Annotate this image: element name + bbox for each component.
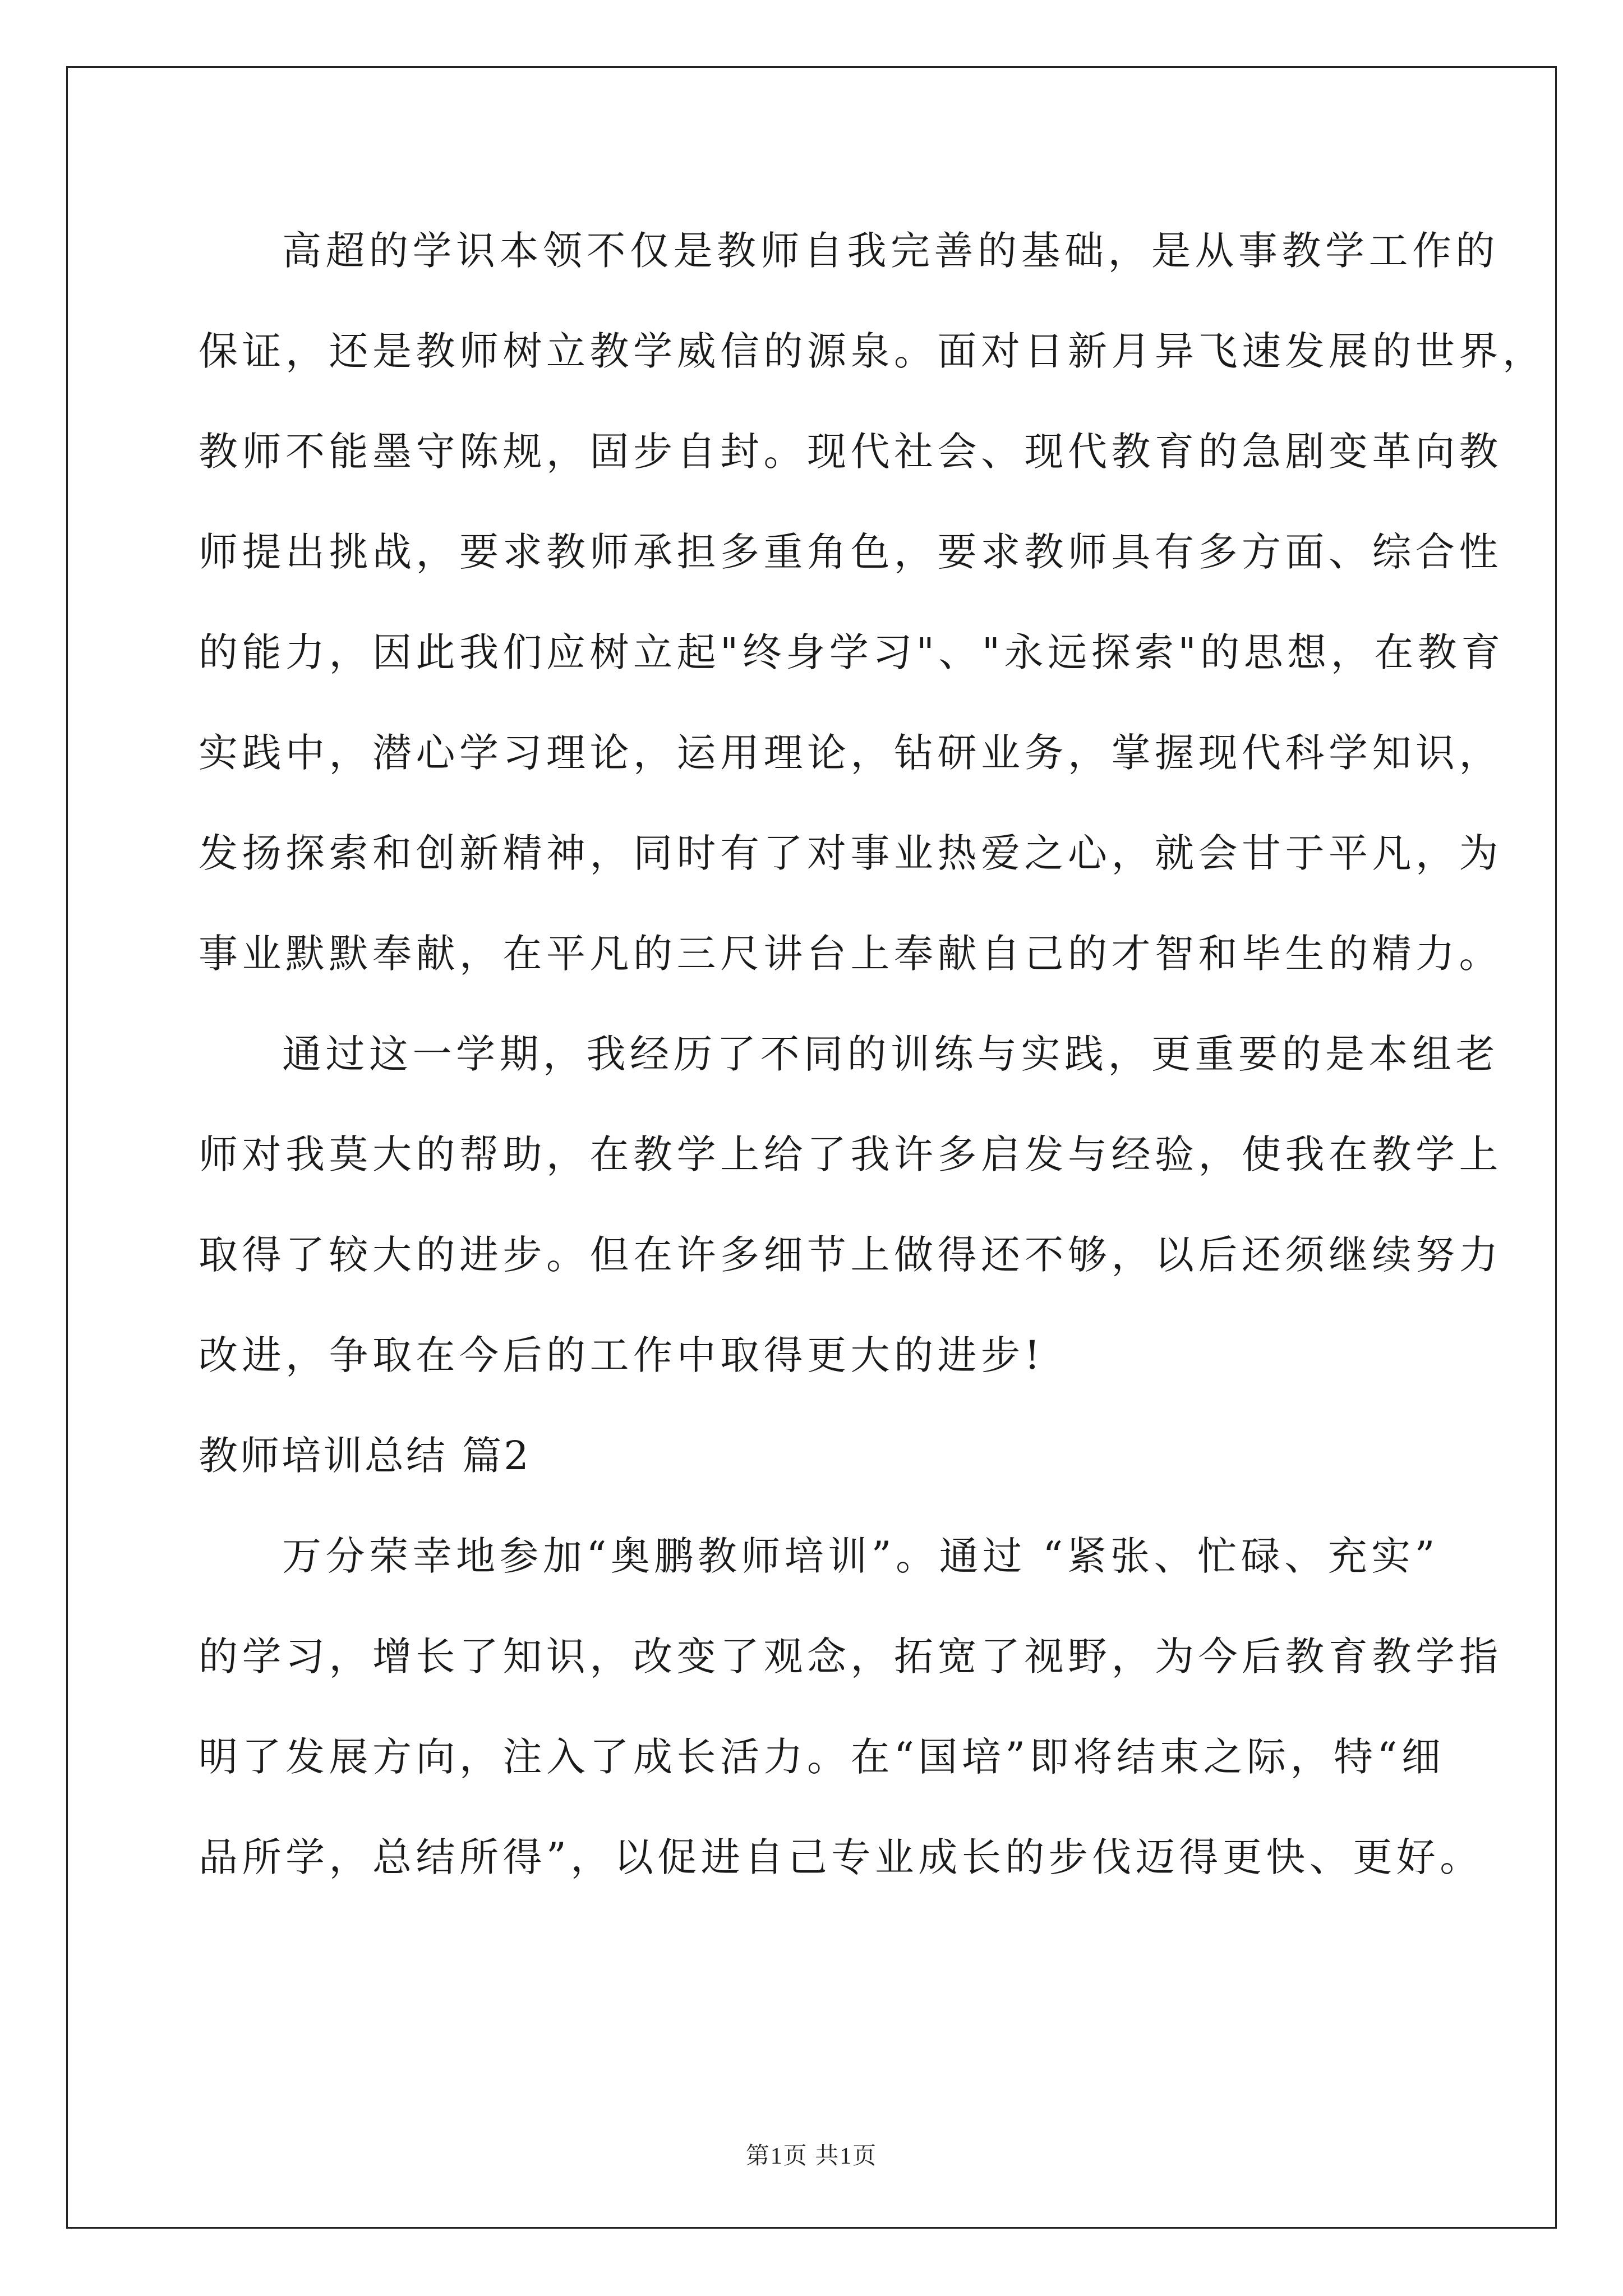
paragraph-line: 教师不能墨守陈规，固步自封。现代社会、现代教育的急剧变革向教 [199, 429, 1502, 475]
paragraph-line: 的学习，增长了知识，改变了观念，拓宽了视野，为今后教育教学指 [199, 1634, 1502, 1680]
paragraph-line: 实践中，潜心学习理论，运用理论，钻研业务，掌握现代科学知识， [199, 730, 1502, 776]
paragraph-line: 明了发展方向，注入了成长活力。在“国培”即将结束之际，特“细 [199, 1734, 1445, 1780]
paragraph-line: 保证，还是教师树立教学威信的源泉。面对日新月异飞速发展的世界， [199, 328, 1546, 374]
paragraph-line: 的能力，因此我们应树立起"终身学习"、"永远探索"的思想，在教育 [199, 629, 1505, 675]
page-number-footer: 第1页 共1页 [745, 2143, 878, 2169]
paragraph-line: 改进，争取在今后的工作中取得更大的进步! [199, 1332, 1045, 1378]
paragraph-line: 师提出挑战，要求教师承担多重角色，要求教师具有多方面、综合性 [199, 529, 1502, 575]
paragraph-line: 事业默默奉献，在平凡的三尺讲台上奉献自己的才智和毕生的精力。 [199, 931, 1502, 977]
paragraph-line: 取得了较大的进步。但在许多细节上做得还不够，以后还须继续努力 [199, 1232, 1502, 1278]
paragraph-line: 师对我莫大的帮助，在教学上给了我许多启发与经验，使我在教学上 [199, 1131, 1502, 1177]
paragraph-line: 万分荣幸地参加“奥鹏教师培训”。通过 “紧张、忙碌、充实” [282, 1533, 1439, 1579]
section-heading: 教师培训总结 篇2 [199, 1433, 531, 1479]
paragraph-line: 发扬探索和创新精神，同时有了对事业热爱之心，就会甘于平凡，为 [199, 830, 1502, 876]
paragraph-line: 通过这一学期，我经历了不同的训练与实践，更重要的是本组老 [282, 1031, 1499, 1077]
paragraph-line: 高超的学识本领不仅是教师自我完善的基础，是从事教学工作的 [282, 228, 1499, 274]
paragraph-line: 品所学，总结所得”，以促进自己专业成长的步伐迈得更快、更好。 [199, 1834, 1483, 1880]
